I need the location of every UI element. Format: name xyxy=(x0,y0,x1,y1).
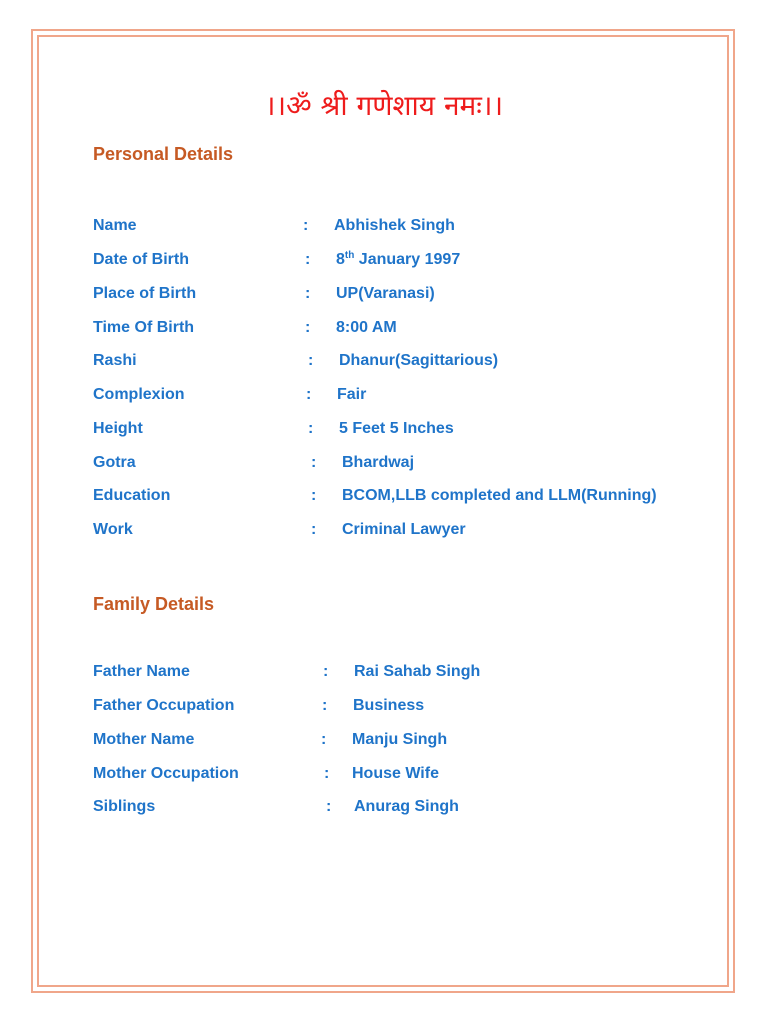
detail-value: Criminal Lawyer xyxy=(342,521,466,538)
detail-label: Work xyxy=(93,521,133,538)
detail-value: BCOM,LLB completed and LLM(Running) xyxy=(342,487,657,504)
family-details-title: Family Details xyxy=(93,594,215,614)
detail-value: House Wife xyxy=(352,765,439,782)
detail-separator: : xyxy=(305,285,311,302)
detail-value: 5 Feet 5 Inches xyxy=(339,420,454,437)
personal-details-title: Personal Details xyxy=(93,144,234,164)
detail-label: Education xyxy=(93,487,171,504)
detail-value: UP(Varanasi) xyxy=(336,285,435,302)
detail-label: Father Occupation xyxy=(93,697,235,714)
detail-label: Date of Birth xyxy=(93,251,189,268)
dob-day: 8 xyxy=(336,251,345,268)
detail-value: Dhanur(Sagittarious) xyxy=(339,352,499,369)
detail-label: Name xyxy=(93,217,137,234)
detail-separator: : xyxy=(326,798,332,815)
invocation-header: ।।ॐ श्री गणेशाय नमः।। xyxy=(264,89,504,122)
detail-label: Mother Occupation xyxy=(93,765,239,782)
detail-value: Anurag Singh xyxy=(354,798,459,815)
detail-value xyxy=(336,249,460,271)
detail-label: Rashi xyxy=(93,352,137,369)
detail-separator: : xyxy=(311,521,317,538)
detail-value: Abhishek Singh xyxy=(334,217,455,234)
detail-separator: : xyxy=(322,697,328,714)
detail-separator: : xyxy=(311,487,317,504)
detail-value: Fair xyxy=(337,386,367,403)
page-border-inner xyxy=(37,35,729,987)
detail-label: Height xyxy=(93,420,143,437)
dob-day-suffix: th xyxy=(344,250,355,261)
detail-separator: : xyxy=(308,420,314,437)
detail-separator: : xyxy=(321,731,327,748)
dob-month-year: January 1997 xyxy=(354,251,461,268)
detail-separator: : xyxy=(303,217,309,234)
detail-label: Mother Name xyxy=(93,731,195,748)
detail-label: Siblings xyxy=(93,798,156,815)
detail-separator: : xyxy=(324,765,330,782)
detail-separator: : xyxy=(306,386,312,403)
detail-label: Time Of Birth xyxy=(93,319,195,336)
detail-separator: : xyxy=(311,454,317,471)
detail-value: Manju Singh xyxy=(352,731,448,748)
detail-separator: : xyxy=(308,352,314,369)
detail-label: Place of Birth xyxy=(93,285,197,302)
detail-value: Bhardwaj xyxy=(342,454,415,471)
detail-label: Father Name xyxy=(93,663,190,680)
detail-value: 8:00 AM xyxy=(336,319,397,336)
detail-separator: : xyxy=(305,319,311,336)
detail-value: Business xyxy=(353,697,425,714)
detail-separator: : xyxy=(323,663,329,680)
detail-label: Complexion xyxy=(93,386,185,403)
detail-label: Gotra xyxy=(93,454,136,471)
detail-value: Rai Sahab Singh xyxy=(354,663,481,680)
detail-separator: : xyxy=(305,251,311,268)
